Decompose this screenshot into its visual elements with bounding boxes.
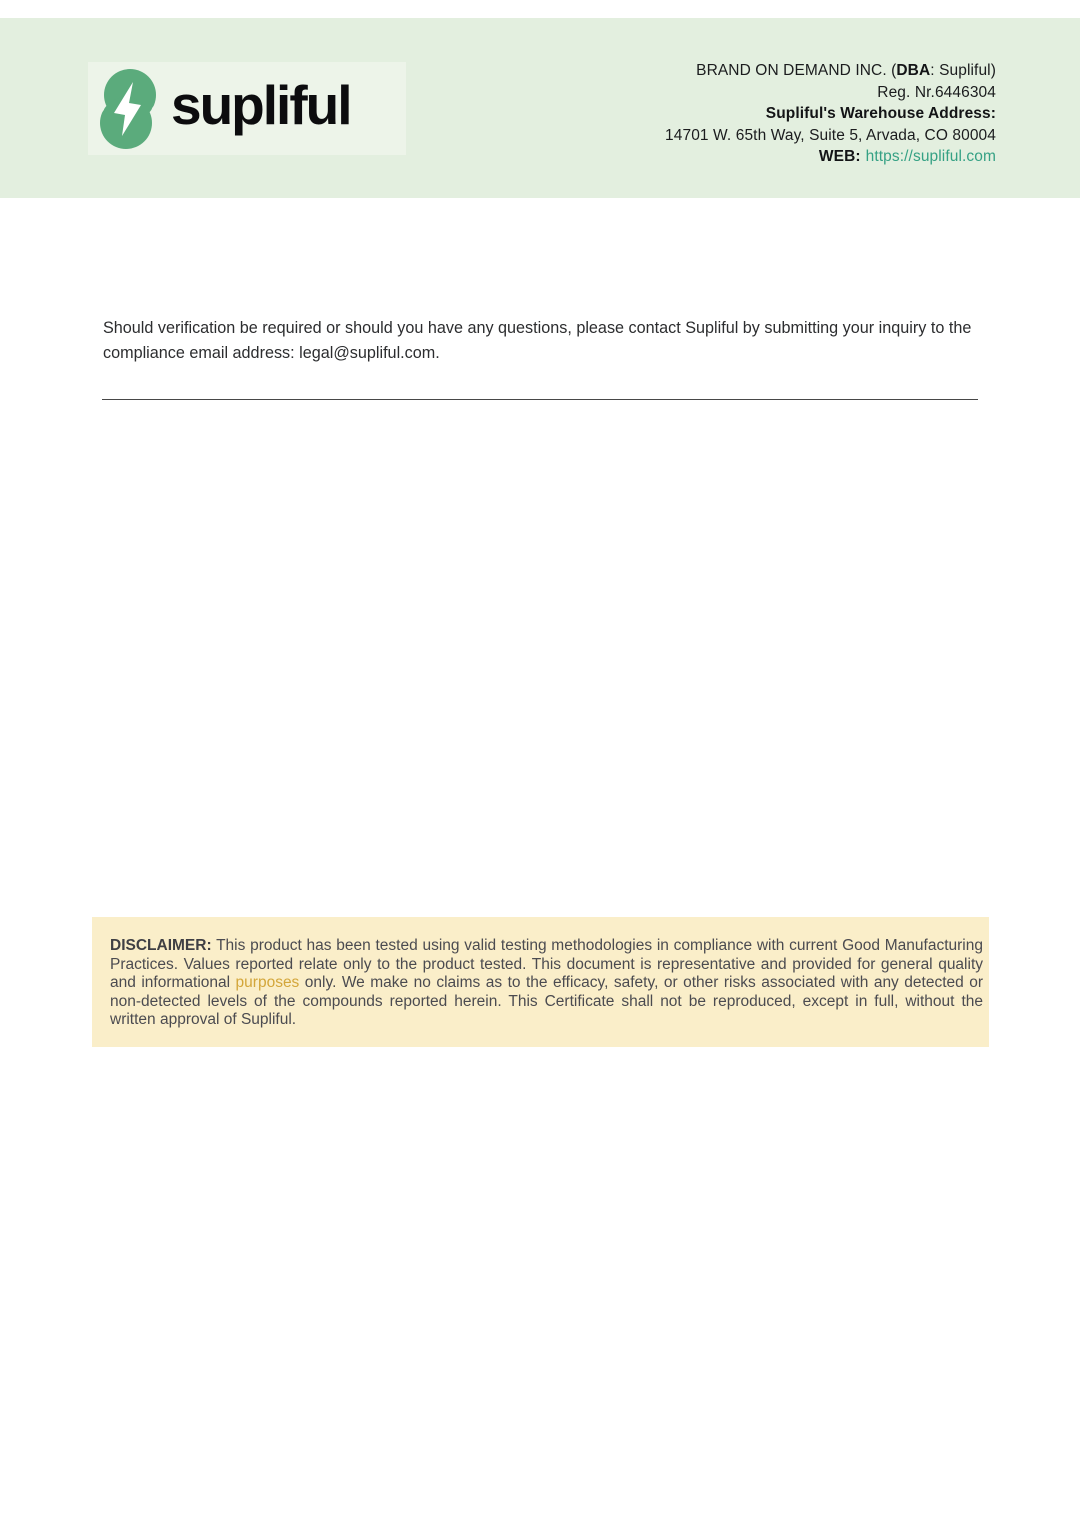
disclaimer-text-1: This product has been tested using valid testing methodologies in compliance with current Good Manufacturing Practices. Values reported relate only to the product tested. This document is representative and provided for general quality and informational	[110, 937, 983, 992]
registration-number: Reg. Nr.6446304	[877, 83, 996, 101]
lightning-bolt-badge-icon	[97, 68, 159, 150]
dba-label: DBA	[896, 62, 931, 79]
divider-line	[102, 399, 978, 400]
disclaimer-highlight-word: purposes	[235, 974, 300, 992]
disclaimer-box	[92, 917, 989, 1047]
supliful-logo	[88, 62, 406, 155]
web-line	[665, 146, 996, 168]
header-band	[0, 18, 1080, 198]
disclaimer-paragraph	[110, 937, 983, 1030]
compliance-contact-paragraph: Should verification be required or should you have any questions, please contact Supliful by submitting your inquiry to the compliance email address: legal@supliful.com.	[103, 319, 972, 362]
website-link[interactable]: https://supliful.com	[865, 148, 996, 166]
company-name-line	[665, 60, 996, 82]
warehouse-address: 14701 W. 65th Way, Suite 5, Arvada, CO 80004	[665, 126, 996, 144]
disclaimer-text-2: only. We make no claims as to the efficacy, safety, or other risks associated with any detected or non-detected levels of the compounds reported herein. This Certificate shall not be reproduced, except in full, without the written approval of Supliful.	[110, 974, 983, 1029]
company-info	[665, 60, 996, 168]
company-name-suffix: : Supliful)	[930, 62, 996, 79]
web-label: WEB:	[818, 148, 861, 166]
company-name-prefix: BRAND ON DEMAND INC. (	[696, 62, 897, 79]
warehouse-address-label: Supliful's Warehouse Address:	[765, 105, 996, 123]
disclaimer-label: DISCLAIMER:	[110, 937, 212, 954]
supliful-logo-text: supliful	[171, 74, 351, 136]
